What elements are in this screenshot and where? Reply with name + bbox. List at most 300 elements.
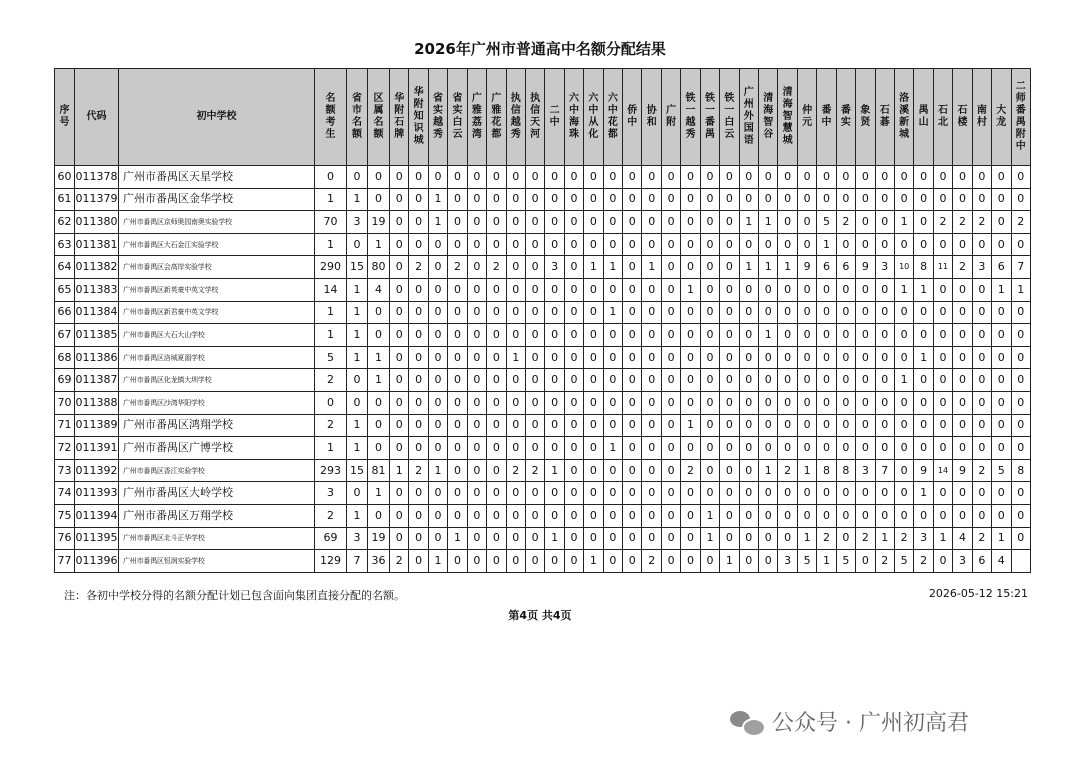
quota-cell: 0 [623,166,642,189]
school-name: 广州市番禺区沙湾华阳学校 [119,391,315,414]
quota-cell: 0 [739,188,758,211]
quota-cell: 0 [564,482,583,505]
quota-cell: 0 [817,301,836,324]
quota-cell: 0 [797,437,816,460]
quota-cell: 1 [739,211,758,234]
quota-cell: 0 [467,188,486,211]
quota-cell: 3 [347,527,368,550]
table-row [55,324,1031,347]
column-header: 广附 [661,69,680,166]
quota-cell: 0 [642,188,661,211]
quota-cell: 0 [564,550,583,573]
quota-cell: 0 [836,482,855,505]
quota-cell: 0 [933,482,952,505]
school-name: 广州市番禺区北斗正华学校 [119,527,315,550]
quota-cell: 1 [739,256,758,279]
quota-cell: 0 [390,369,409,392]
quota-cell: 0 [817,482,836,505]
quota-cell: 0 [894,301,913,324]
quota-cell: 0 [623,369,642,392]
school-code: 011393 [75,482,119,505]
quota-cell: 0 [759,504,778,527]
quota-cell: 0 [875,391,894,414]
quota-cell: 0 [661,233,680,256]
quota-cell: 0 [739,437,758,460]
quota-cell: 0 [992,301,1011,324]
quota-cell: 0 [390,301,409,324]
table-row [55,211,1031,234]
quota-cell: 0 [836,188,855,211]
quota-cell: 0 [661,437,680,460]
watermark-text: 公众号 · 广州初高君 [772,711,969,736]
wechat-icon [730,709,764,735]
quota-cell: 0 [720,369,739,392]
quota-cell: 5 [992,459,1011,482]
quota-cell: 0 [545,504,564,527]
quota-cell: 0 [390,188,409,211]
quota-cell: 0 [681,504,700,527]
quota-cell: 1 [933,527,952,550]
school-name: 广州市番禺区万翔学校 [119,504,315,527]
quota-cell: 0 [428,256,447,279]
quota-cell: 7 [1011,256,1030,279]
quota-cell: 3 [347,211,368,234]
quota-cell: 0 [347,166,368,189]
quota-cell: 0 [739,414,758,437]
quota-cell: 0 [623,482,642,505]
quota-cell: 0 [992,437,1011,460]
quota-cell: 0 [603,233,622,256]
quota-cell: 0 [875,504,894,527]
quota-cell: 0 [914,414,933,437]
quota-cell: 0 [739,527,758,550]
quota-cell: 0 [564,278,583,301]
quota-cell: 2 [315,504,347,527]
school-name: 广州市番禺区香江实验学校 [119,459,315,482]
quota-cell: 0 [428,527,447,550]
quota-cell: 2 [409,459,428,482]
column-header: 清海智慧城 [778,69,797,166]
quota-cell: 0 [759,437,778,460]
quota-cell: 0 [875,437,894,460]
quota-cell: 0 [720,324,739,347]
quota-cell: 0 [390,211,409,234]
quota-cell: 0 [778,233,797,256]
school-name: 广州市番禺区大岭学校 [119,482,315,505]
quota-cell: 0 [875,369,894,392]
quota-cell: 0 [584,278,603,301]
quota-cell: 0 [428,437,447,460]
quota-cell: 0 [623,459,642,482]
quota-cell: 0 [914,504,933,527]
quota-cell: 5 [836,550,855,573]
quota-cell: 0 [817,391,836,414]
quota-cell: 1 [347,504,368,527]
quota-cell: 0 [914,391,933,414]
quota-cell: 0 [720,437,739,460]
quota-cell: 0 [856,324,875,347]
quota-cell: 0 [409,437,428,460]
quota-cell: 0 [992,414,1011,437]
quota-cell: 2 [315,369,347,392]
quota-cell: 0 [564,256,583,279]
quota-cell: 0 [409,504,428,527]
quota-cell: 0 [953,166,972,189]
quota-cell: 0 [817,278,836,301]
quota-cell: 0 [525,369,544,392]
quota-cell: 0 [448,550,467,573]
quota-cell: 0 [545,211,564,234]
quota-cell: 0 [642,369,661,392]
quota-cell: 0 [525,166,544,189]
quota-cell: 0 [564,188,583,211]
quota-cell: 0 [623,211,642,234]
quota-cell: 0 [564,504,583,527]
quota-cell: 1 [700,527,719,550]
quota-cell: 0 [368,504,390,527]
quota-cell: 0 [584,324,603,347]
quota-cell: 0 [817,504,836,527]
quota-cell: 0 [856,346,875,369]
quota-cell: 0 [778,527,797,550]
quota-cell: 0 [448,437,467,460]
school-name: 广州市番禺区京师奥园南奥实验学校 [119,211,315,234]
quota-cell: 0 [778,166,797,189]
quota-cell: 2 [448,256,467,279]
quota-cell: 0 [623,324,642,347]
quota-cell: 0 [759,527,778,550]
quota-cell: 0 [390,414,409,437]
quota-cell: 2 [875,550,894,573]
quota-cell: 0 [661,211,680,234]
quota-cell: 15 [347,459,368,482]
quota-cell: 1 [347,346,368,369]
quota-cell: 0 [700,278,719,301]
quota-cell: 0 [875,301,894,324]
quota-cell: 8 [817,459,836,482]
quota-cell: 0 [487,504,506,527]
quota-cell: 2 [972,527,991,550]
column-header: 侨中 [623,69,642,166]
quota-cell: 0 [564,211,583,234]
quota-cell: 0 [467,233,486,256]
quota-cell: 2 [390,550,409,573]
quota-cell: 0 [603,550,622,573]
quota-cell: 1 [759,459,778,482]
school-code: 011389 [75,414,119,437]
quota-cell: 0 [467,301,486,324]
quota-cell: 0 [700,188,719,211]
quota-cell: 0 [525,437,544,460]
quota-cell: 0 [584,459,603,482]
quota-cell: 0 [506,166,525,189]
quota-cell: 8 [1011,459,1030,482]
quota-cell: 0 [661,324,680,347]
table-row [55,346,1031,369]
quota-cell: 0 [487,324,506,347]
school-name: 广州市番禺区恒润实验学校 [119,550,315,573]
quota-cell: 0 [953,278,972,301]
quota-cell: 0 [390,233,409,256]
quota-cell: 0 [409,211,428,234]
quota-cell: 0 [506,550,525,573]
quota-cell: 0 [347,233,368,256]
quota-cell: 0 [933,166,952,189]
quota-cell: 0 [467,459,486,482]
quota-cell: 0 [797,211,816,234]
column-header: 华附石牌 [390,69,409,166]
quota-cell: 0 [681,527,700,550]
quota-cell: 0 [661,527,680,550]
quota-cell: 0 [428,369,447,392]
quota-cell: 0 [1011,414,1030,437]
quota-cell: 0 [564,166,583,189]
quota-cell: 0 [506,256,525,279]
quota-cell: 0 [623,527,642,550]
quota-cell: 0 [525,550,544,573]
quota-cell: 0 [700,324,719,347]
column-header: 华附知识城 [409,69,428,166]
quota-cell: 1 [545,527,564,550]
quota-cell: 0 [448,369,467,392]
column-header: 省实越秀 [428,69,447,166]
quota-cell: 0 [525,527,544,550]
quota-cell: 0 [875,211,894,234]
quota-cell: 0 [739,550,758,573]
quota-cell: 0 [681,391,700,414]
column-header: 初中学校 [119,69,315,166]
quota-cell: 0 [428,233,447,256]
quota-cell: 0 [603,369,622,392]
quota-cell: 0 [992,166,1011,189]
column-header: 象贤 [856,69,875,166]
quota-cell: 0 [506,391,525,414]
quota-cell: 0 [525,504,544,527]
column-header: 洛溪新城 [894,69,913,166]
quota-cell: 0 [545,437,564,460]
quota-cell: 2 [525,459,544,482]
quota-cell: 0 [953,233,972,256]
quota-cell: 1 [315,188,347,211]
quota-cell: 0 [506,278,525,301]
school-code: 011385 [75,324,119,347]
quota-cell: 0 [661,188,680,211]
school-name: 广州市番禺区天星学校 [119,166,315,189]
quota-cell: 0 [720,301,739,324]
quota-cell: 2 [642,550,661,573]
quota-cell: 70 [315,211,347,234]
quota-cell: 0 [347,482,368,505]
quota-cell: 0 [953,391,972,414]
column-header: 执信天河 [525,69,544,166]
quota-cell: 0 [506,482,525,505]
quota-cell: 2 [315,414,347,437]
quota-cell: 1 [1011,278,1030,301]
quota-cell: 0 [525,188,544,211]
quota-cell: 0 [953,414,972,437]
quota-cell: 0 [467,278,486,301]
quota-cell: 1 [428,211,447,234]
quota-cell: 0 [700,346,719,369]
quota-cell: 0 [759,278,778,301]
quota-cell: 0 [487,527,506,550]
quota-cell: 36 [368,550,390,573]
quota-cell: 3 [315,482,347,505]
quota-cell: 0 [603,346,622,369]
quota-cell: 0 [1011,504,1030,527]
timestamp: 2026-05-12 15:21 [928,587,1028,600]
allocation-table [54,68,1031,573]
quota-cell: 0 [681,233,700,256]
quota-cell: 0 [448,278,467,301]
row-seq: 62 [55,211,75,234]
quota-cell: 0 [953,504,972,527]
quota-cell: 0 [720,482,739,505]
column-header: 广雅花都 [487,69,506,166]
column-header: 南村 [972,69,991,166]
quota-cell: 0 [681,301,700,324]
quota-cell: 1 [817,550,836,573]
watermark [730,706,969,737]
quota-cell: 0 [584,437,603,460]
quota-cell: 0 [992,482,1011,505]
quota-cell: 1 [894,369,913,392]
quota-cell: 0 [894,324,913,347]
quota-cell: 0 [914,166,933,189]
table-row [55,437,1031,460]
quota-cell: 0 [506,437,525,460]
quota-cell: 0 [700,256,719,279]
quota-cell: 0 [778,414,797,437]
quota-cell: 0 [525,324,544,347]
quota-cell: 0 [487,278,506,301]
quota-cell: 0 [856,414,875,437]
quota-cell: 3 [875,256,894,279]
school-name: 广州市番禺区洛城夏湄学校 [119,346,315,369]
quota-cell: 0 [506,301,525,324]
quota-cell: 0 [642,166,661,189]
quota-cell: 0 [953,369,972,392]
quota-cell: 0 [875,414,894,437]
quota-cell: 0 [642,459,661,482]
quota-cell: 0 [856,188,875,211]
quota-cell: 0 [467,504,486,527]
quota-cell: 0 [506,211,525,234]
quota-cell: 0 [584,391,603,414]
quota-cell: 1 [759,211,778,234]
quota-cell: 9 [856,256,875,279]
quota-cell: 0 [894,437,913,460]
quota-cell: 0 [700,369,719,392]
quota-cell: 0 [642,211,661,234]
column-header: 禺山 [914,69,933,166]
quota-cell: 0 [700,391,719,414]
quota-cell: 0 [467,527,486,550]
quota-cell: 0 [739,346,758,369]
quota-cell: 0 [390,346,409,369]
quota-cell: 0 [623,504,642,527]
quota-cell: 0 [700,166,719,189]
quota-cell: 0 [817,188,836,211]
quota-cell: 0 [875,233,894,256]
table-row [55,188,1031,211]
quota-cell: 0 [681,188,700,211]
school-name: 广州市番禺区金华学校 [119,188,315,211]
quota-cell: 1 [315,301,347,324]
quota-cell: 0 [739,233,758,256]
quota-cell: 0 [836,391,855,414]
quota-cell: 0 [661,256,680,279]
quota-cell: 0 [467,437,486,460]
quota-cell [1011,550,1030,573]
quota-cell: 0 [972,369,991,392]
quota-cell: 1 [347,414,368,437]
quota-cell: 0 [836,346,855,369]
quota-cell: 0 [564,346,583,369]
quota-cell: 4 [953,527,972,550]
column-header: 执信越秀 [506,69,525,166]
quota-cell: 0 [972,482,991,505]
quota-cell: 0 [681,437,700,460]
quota-cell: 0 [661,459,680,482]
quota-cell: 0 [642,278,661,301]
quota-cell: 1 [759,324,778,347]
column-header: 广雅荔湾 [467,69,486,166]
quota-cell: 0 [448,211,467,234]
quota-cell: 0 [487,346,506,369]
quota-cell: 0 [720,459,739,482]
quota-cell: 6 [817,256,836,279]
quota-cell: 1 [315,324,347,347]
quota-cell: 0 [856,369,875,392]
quota-cell: 0 [603,278,622,301]
table-row [55,278,1031,301]
quota-cell: 0 [584,482,603,505]
quota-cell: 0 [817,166,836,189]
quota-cell: 0 [661,482,680,505]
quota-cell: 4 [368,278,390,301]
quota-cell: 0 [409,188,428,211]
quota-cell: 0 [448,166,467,189]
quota-cell: 0 [681,482,700,505]
column-header: 番中 [817,69,836,166]
quota-cell: 0 [409,482,428,505]
row-seq: 69 [55,369,75,392]
quota-cell: 1 [315,437,347,460]
quota-cell: 5 [894,550,913,573]
quota-cell: 0 [564,527,583,550]
quota-cell: 0 [603,504,622,527]
quota-cell: 0 [875,482,894,505]
quota-cell: 0 [681,324,700,347]
quota-cell: 0 [584,301,603,324]
quota-cell: 3 [545,256,564,279]
quota-cell: 293 [315,459,347,482]
quota-cell: 0 [467,369,486,392]
quota-cell: 0 [603,414,622,437]
quota-cell: 0 [856,211,875,234]
quota-cell: 3 [914,527,933,550]
quota-cell: 0 [836,437,855,460]
quota-cell: 0 [642,346,661,369]
quota-cell: 0 [506,504,525,527]
quota-cell: 0 [368,437,390,460]
column-header: 铁一番禺 [700,69,719,166]
quota-cell: 0 [836,324,855,347]
quota-cell: 0 [739,324,758,347]
quota-cell: 1 [875,527,894,550]
quota-cell: 0 [368,324,390,347]
